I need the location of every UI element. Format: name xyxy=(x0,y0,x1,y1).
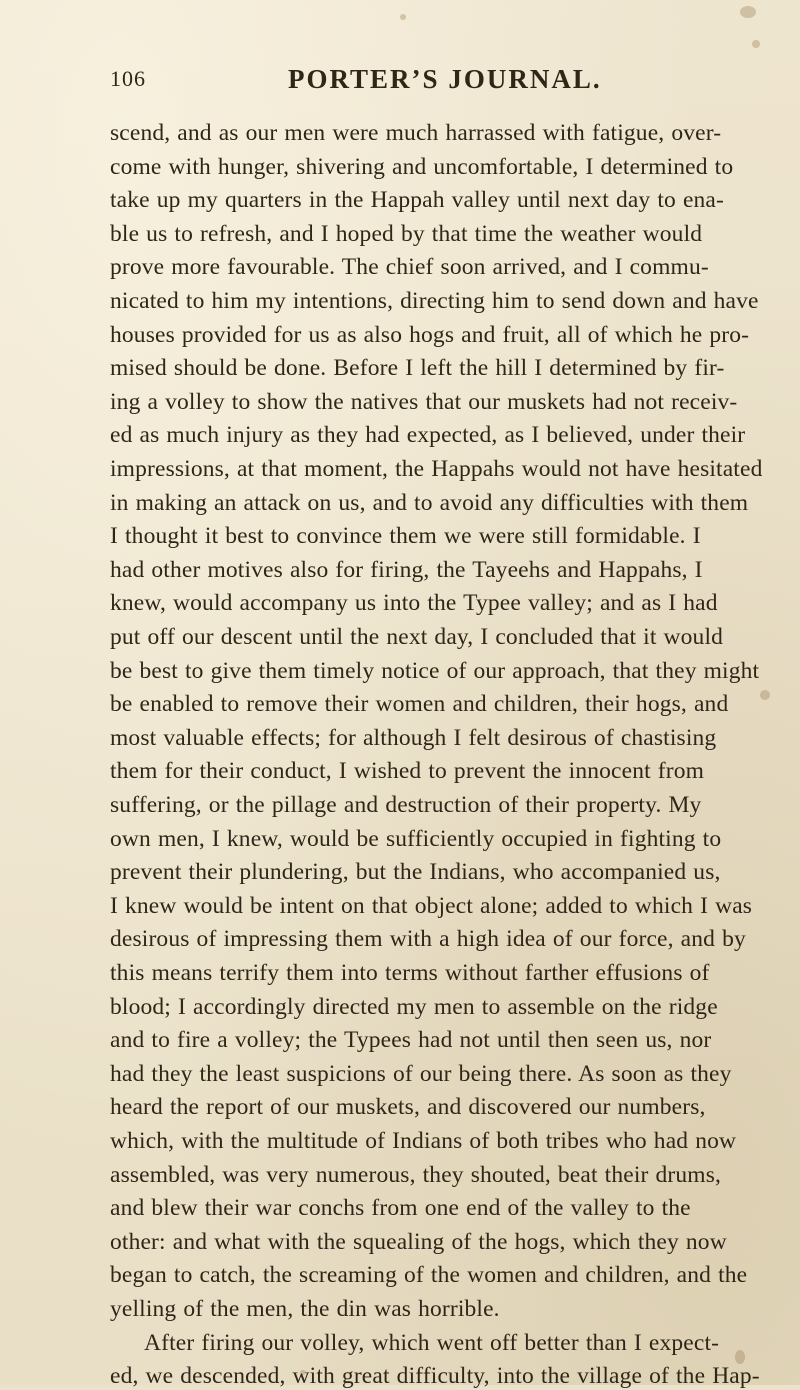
paper-stain xyxy=(740,6,756,18)
text-line: own men, I knew, would be sufficiently occupied in fighting to xyxy=(110,825,722,852)
text-line: had other motives also for firing, the Tayeehs and Happahs, I xyxy=(110,556,703,583)
text-line: heard the report of our muskets, and discovered our numbers, xyxy=(110,1094,706,1121)
text-line: knew, would accompany us into the Typee valley; and as I had xyxy=(110,590,718,617)
text-line: began to catch, the screaming of the women and children, and the xyxy=(110,1262,748,1289)
text-line: in making an attack on us, and to avoid any difficulties with them xyxy=(110,489,749,516)
page-number: 106 xyxy=(110,66,146,91)
running-head: PORTER’S JOURNAL. xyxy=(288,64,602,94)
text-line: take up my quarters in the Happah valley until next day to ena- xyxy=(110,187,724,214)
text-line: yelling of the men, the din was horrible. xyxy=(110,1296,500,1322)
text-line: blood; I accordingly directed my men to assemble on the ridge xyxy=(110,993,718,1020)
text-line: mised should be done. Before I left the hill I determined by fir- xyxy=(110,355,725,382)
text-line: had they the least suspicions of our being there. As soon as they xyxy=(110,1060,732,1087)
paper-stain xyxy=(735,1350,745,1364)
text-line: I thought it best to convince them we were still formidable. I xyxy=(110,523,701,550)
text-line: be enabled to remove their women and children, their hogs, and xyxy=(110,691,729,718)
text-line: scend, and as our men were much harrassed with fatigue, over- xyxy=(110,120,722,146)
text-line: desirous of impressing them with a high idea of our force, and by xyxy=(110,926,746,953)
text-line: come with hunger, shivering and uncomfortable, I determined to xyxy=(110,153,734,180)
text-line: and to fire a volley; the Typees had not until then seen us, nor xyxy=(110,1027,712,1054)
paper-stain xyxy=(760,690,770,700)
text-line: After firing our volley, which went off better than I expect- xyxy=(144,1329,720,1356)
paper-stain xyxy=(400,14,406,20)
text-line: I knew would be intent on that object alone; added to which I was xyxy=(110,892,753,919)
text-line: ble us to refresh, and I hoped by that time the weather would xyxy=(110,220,703,247)
text-line: put off our descent until the next day, I concluded that it would xyxy=(110,624,724,650)
text-line: prove more favourable. The chief soon arrived, and I commu- xyxy=(110,254,709,281)
text-line: assembled, was very numerous, they shouted, beat their drums, xyxy=(110,1161,722,1188)
text-line: other: and what with the squealing of the hogs, which they now xyxy=(110,1228,727,1255)
text-line: houses provided for us as also hogs and fruit, all of which he pro- xyxy=(110,321,750,348)
text-line: ed, we descended, with great difficulty, into the village of the Hap- xyxy=(110,1363,760,1390)
text-line: be best to give them timely notice of our approach, that they might xyxy=(110,657,760,684)
text-line: ed as much injury as they had expected, as I believed, under their xyxy=(110,422,746,449)
text-line: this means terrify them into terms without farther effusions of xyxy=(110,960,710,986)
text-line: most valuable effects; for although I felt desirous of chastising xyxy=(110,724,717,751)
text-line: suffering, or the pillage and destruction of their property. My xyxy=(110,792,702,818)
text-line: which, with the multitude of Indians of both tribes who had now xyxy=(110,1128,737,1154)
text-line: them for their conduct, I wished to prevent the innocent from xyxy=(110,758,705,785)
paper-stain xyxy=(752,40,760,48)
text-line: nicated to him my intentions, directing him to send down and have xyxy=(110,288,759,314)
page-header xyxy=(110,64,750,108)
text-line: prevent their plundering, but the Indians, who accompanied us, xyxy=(110,859,721,886)
text-line: ing a volley to show the natives that our muskets had not receiv- xyxy=(110,388,738,415)
text-line: impressions, at that moment, the Happahs would not have hesitated xyxy=(110,456,763,482)
text-line: and blew their war conchs from one end of the valley to the xyxy=(110,1195,691,1222)
